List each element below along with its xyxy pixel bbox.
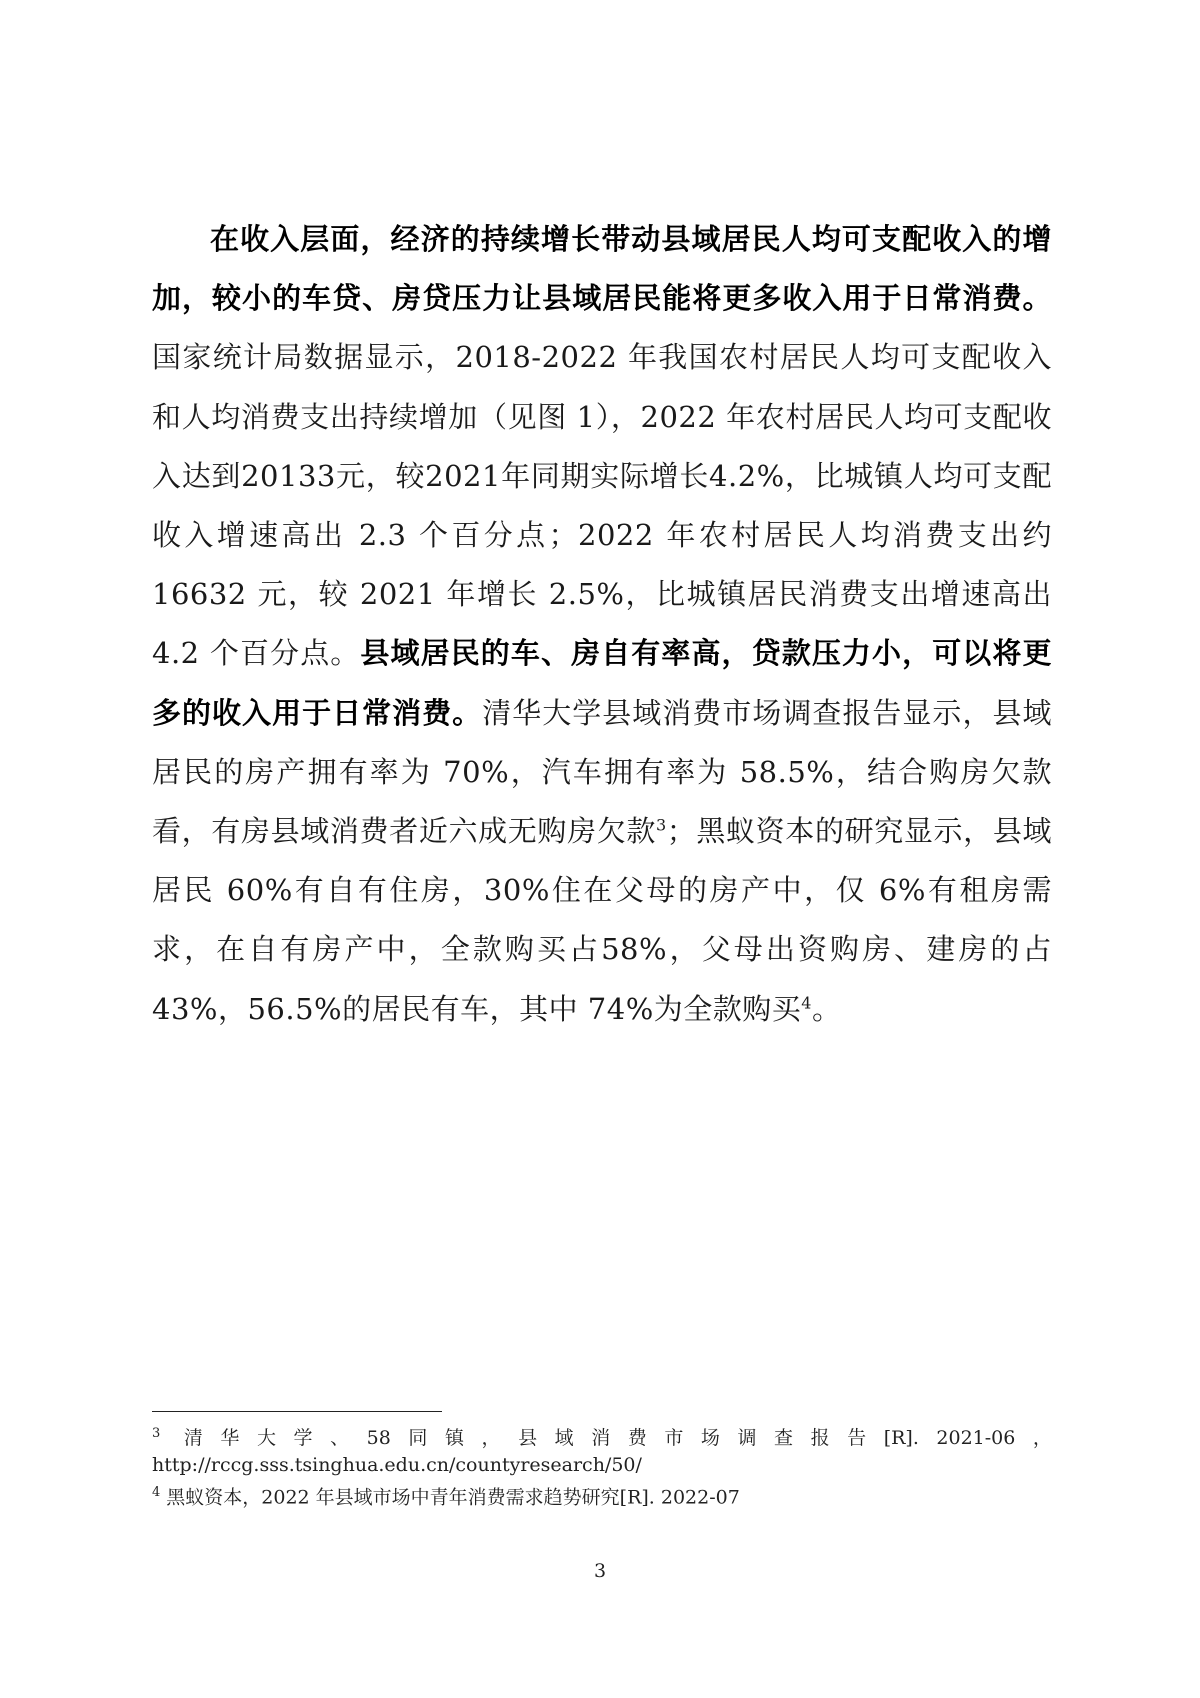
footnote-3-part: 2021-06 <box>936 1427 1016 1450</box>
footnote-3-part: [R]. <box>883 1427 919 1450</box>
research-text: ；黑蚁资本的研究显示，县域居民 60%有自有住房，30%住在父母的房产中，仅 6%有租房需求，在自有房产中，全款购买占58%，父母出资购房、建房的占 43%，56.5%的居民有车，其中 74%为全款购买 <box>152 814 1052 1026</box>
footnote-3-part: 报 <box>810 1427 830 1450</box>
footnote-3-part: 学 <box>293 1427 313 1450</box>
survey-text: 清华大学县域消费市场调查报告显示，县域居民的房产拥有率为 70%，汽车拥有率为 58.5%，结合购房欠款看，有房县域消费者近六成无购房欠款 <box>152 695 1052 849</box>
statistics-text: 国家统计局数据显示，2018-2022 年我国农村居民人均可支配收入和人均消费支出持续增加（见图 1），2022 年农村居民人均可支配收入达到20133元，较2021年同期实际增长4.2%，比城镇人均可支配收入增速高出 2.3 个百分点；2022 年农村居民人均消费支出约 16632 元，较 2021 年增长 2.5%，比城镇居民消费支出增速高出 4.2 个百分点。 <box>152 340 1052 671</box>
footnote-3 <box>152 1420 1052 1479</box>
footnote-3-part: ， <box>481 1427 501 1450</box>
footnote-3-part: 场 <box>700 1427 720 1450</box>
footnote-3-part: 调 <box>737 1427 757 1450</box>
footnote-3-part: 、 <box>330 1427 350 1450</box>
footnote-ref-4[interactable]: 4 <box>801 992 812 1012</box>
footnote-separator <box>152 1411 442 1412</box>
footnote-ref-3[interactable]: 3 <box>656 815 667 835</box>
paragraph-end: 。 <box>811 991 842 1026</box>
footnote-3-part: 镇 <box>444 1427 464 1450</box>
bold-sentence-ownership: 县域居民的车、房自有率高，贷款压力小，可以将更多的收入用于日常消费。 <box>152 636 1052 730</box>
footnote-3-part: ， <box>1032 1427 1052 1450</box>
footnote-3-part: 告 <box>847 1427 867 1450</box>
footnote-3-part: 县 <box>518 1427 538 1450</box>
footnote-3-part: 华 <box>220 1427 240 1450</box>
footnote-3-part: 大 <box>256 1427 276 1450</box>
body-paragraph <box>152 210 1052 1039</box>
footnote-3-part: 查 <box>774 1427 794 1450</box>
footnote-3-part: 消 <box>591 1427 611 1450</box>
footnote-3-url[interactable]: http://rccg.sss.tsinghua.edu.cn/countyresearch/50/ <box>152 1454 642 1477</box>
footnote-4-text: 黑蚁资本，2022 年县域市场中青年消费需求趋势研究[R]. 2022-07 <box>166 1486 740 1509</box>
footnote-3-part: 同 <box>408 1427 428 1450</box>
footnote-3-part: 清 <box>183 1427 203 1450</box>
footnote-3-number: 3 <box>152 1426 161 1441</box>
footnote-3-part: 市 <box>664 1427 684 1450</box>
footnote-3-line1 <box>152 1420 1052 1452</box>
footnote-3-part: 域 <box>554 1427 574 1450</box>
footnote-4-number: 4 <box>152 1485 161 1501</box>
footnote-3-part: 58 <box>366 1427 391 1450</box>
bold-sentence-income: 在收入层面，经济的持续增长带动县域居民人均可支配收入的增加，较小的车贷、房贷压力让县域居民能将更多收入用于日常消费。 <box>152 222 1052 316</box>
footnote-4 <box>152 1479 1052 1511</box>
footnotes <box>152 1420 1052 1512</box>
page-number: 3 <box>593 1560 607 1582</box>
footnote-3-part: 费 <box>627 1427 647 1450</box>
